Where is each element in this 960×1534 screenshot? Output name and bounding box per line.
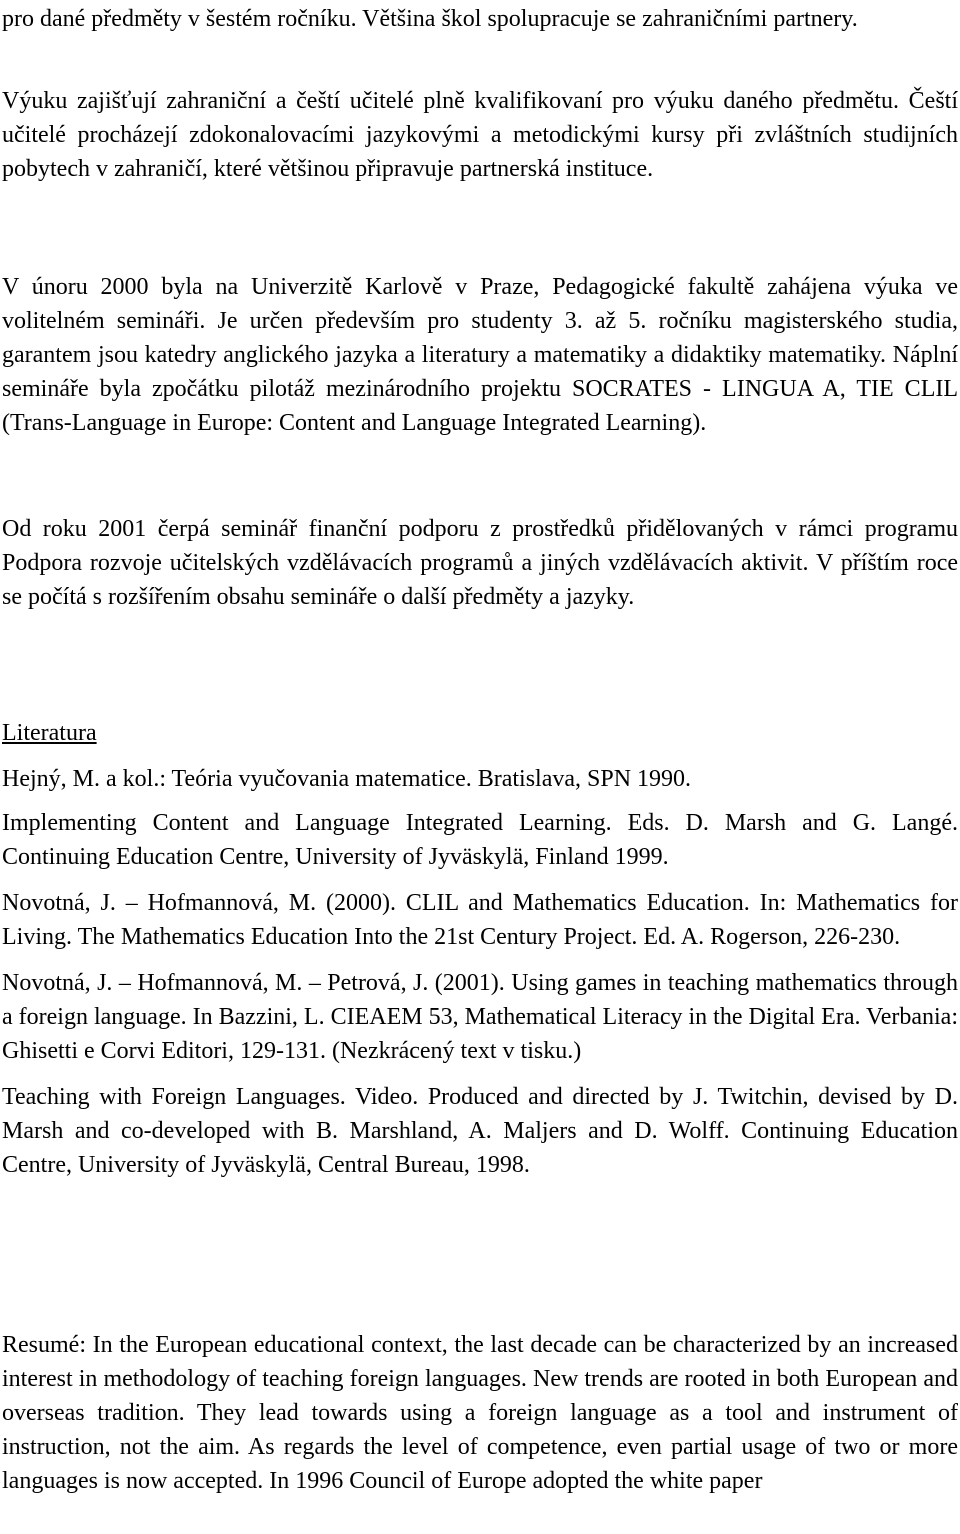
paragraph-teachers: Výuku zajišťují zahraniční a čeští učitelé plně kvalifikovaní pro výuku daného předmětu. Čeští učitelé procházejí zdokonalovacími jazykovými a metodickými kursy při zvláštních studijních pobytech v zahraničí, které většinou připravuje partnerská instituce. bbox=[2, 88, 958, 182]
reference-item: Implementing Content and Language Integrated Learning. Eds. D. Marsh and G. Langé. Continuing Education Centre, University of Jyväskylä, Finland 1999. bbox=[2, 810, 958, 870]
reference-list bbox=[2, 762, 958, 1194]
reference-item: Hejný, M. a kol.: Teória vyučovania matematice. Bratislava, SPN 1990. bbox=[2, 766, 692, 792]
paragraph-schools: pro dané předměty v šestém ročníku. Většina škol spolupracuje se zahraničními partnery. bbox=[2, 6, 858, 32]
resume-paragraph: Resumé: In the European educational context, the last decade can be characterized by an increased interest in methodology of teaching foreign languages. New trends are rooted in both European and overseas tradition. They lead towards using a foreign language as a tool and instrument of instruction, not the aim. As regards the level of competence, even partial usage of two or more languages is now accepted. In 1996 Council of Europe adopted the white paper bbox=[2, 1332, 958, 1494]
reference-item: Teaching with Foreign Languages. Video. Produced and directed by J. Twitchin, devised by D. Marsh and co-developed with B. Marshland, A. Maljers and D. Wolff. Continuing Education Centre, University of Jyväskylä, Central Bureau, 1998. bbox=[2, 1084, 958, 1178]
reference-item: Novotná, J. – Hofmannová, M. (2000). CLIL and Mathematics Education. In: Mathematics for Living. The Mathematics Education Into the 21st Century Project. Ed. A. Rogerson, 226-230. bbox=[2, 890, 958, 950]
paragraph-seminar-start: V únoru 2000 byla na Univerzitě Karlově v Praze, Pedagogické fakultě zahájena výuka ve volitelném semináři. Je určen především pro studenty 3. až 5. ročníku magisterského studia, garantem jsou katedry anglického jazyka a literatury a matematiky a didaktiky matematiky. Náplní semináře byla zpočátku pilotáž mezinárodního projektu SOCRATES - LINGUA A, TIE CLIL (Trans-Language in Europe: Content and Language Integrated Learning). bbox=[2, 274, 958, 436]
literature-heading: Literatura bbox=[2, 720, 97, 746]
paragraph-seminar-funding: Od roku 2001 čerpá seminář finanční podporu z prostředků přidělovaných v rámci programu Podpora rozvoje učitelských vzdělávacích programů a jiných vzdělávacích aktivit. V příštím roce se počítá s rozšířením obsahu semináře o další předměty a jazyky. bbox=[2, 516, 958, 610]
reference-item: Novotná, J. – Hofmannová, M. – Petrová, J. (2001). Using games in teaching mathematics through a foreign language. In Bazzini, L. CIEAEM 53, Mathematical Literacy in the Digital Era. Verbania: Ghisetti e Corvi Editori, 129-131. (Nezkrácený text v tisku.) bbox=[2, 970, 958, 1064]
